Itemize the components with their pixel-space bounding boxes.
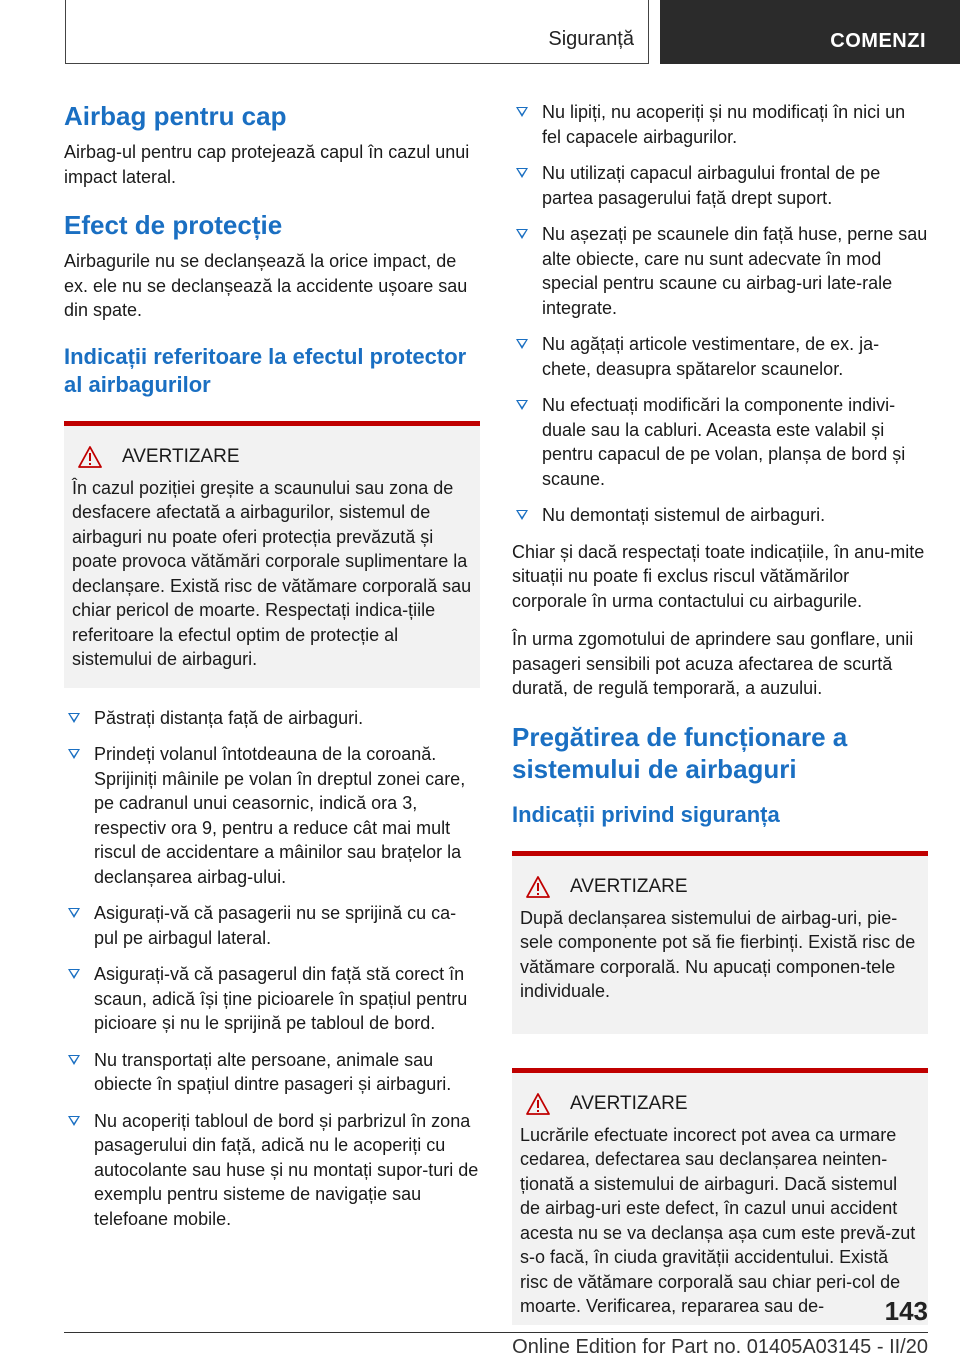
warning-box	[512, 1068, 928, 1325]
bullet-triangle-icon	[68, 713, 80, 723]
warning-title: AVERTIZARE	[122, 445, 240, 467]
para-chiar-daca: Chiar și dacă respectați toate indicațiile, în anu-mite situații nu poate fi exclus riscul vătămărilor corporale în urma contactului cu airbagurile.	[512, 541, 925, 611]
warning-triangle-icon	[526, 876, 550, 898]
warning-box	[512, 851, 928, 1034]
bullet-triangle-icon	[516, 107, 528, 117]
list-item: Nu demontați sistemul de airbaguri.	[512, 503, 928, 528]
para-zgomot: În urma zgomotului de aprindere sau gonflare, unii pasageri sensibili pot acuza afectarea de scurtă durată, de regulă temporară, a auzului.	[512, 629, 914, 698]
bullet-triangle-icon	[516, 400, 528, 410]
warning-title: AVERTIZARE	[570, 1092, 688, 1114]
list-item: Nu efectuați modificări la componente indivi-duale sau la cabluri. Aceasta este valabil și pentru capacul de pe volan, planșa de bord și scaune.	[512, 393, 928, 491]
heading-pregatire: Pregătirea de funcționare a sistemului de airbaguri	[512, 721, 848, 784]
right-column	[512, 100, 928, 1325]
footer-edition: Online Edition for Part no. 01405A03145 - II/20	[512, 1336, 928, 1358]
heading-airbag-cap: Airbag pentru cap	[64, 101, 287, 131]
bullet-triangle-icon	[516, 168, 528, 178]
header-chapter-tab	[660, 0, 960, 64]
list-item: Nu agățați articole vestimentare, de ex. ja-chete, deasupra spătarelor scaunelor.	[512, 332, 928, 381]
list-item: Nu utilizați capacul airbagului frontal de pe partea pasagerului față drept suport.	[512, 161, 928, 210]
bullet-triangle-icon	[68, 1116, 80, 1126]
warning-text: În cazul poziției greșite a scaunului sau zona de desfacere afectată a airbagurilor, sistemul de airbaguri nu poate oferi protecția prevăzută și poate provoca vătămări corporale suplimentare la declanșare. Există risc de vătămare corporală sau chiar pericol de moarte. Respectați indica-țiile referitoare la efectul optim de protecție al sistemului de airbaguri.	[72, 477, 472, 669]
bullet-triangle-icon	[516, 339, 528, 349]
warning-triangle-icon	[526, 1093, 550, 1115]
bullet-triangle-icon	[516, 229, 528, 239]
warning-box	[64, 421, 480, 688]
right-bullet-list	[512, 100, 928, 528]
heading-indicatii-siguranta: Indicații privind siguranța	[512, 801, 780, 827]
footer-divider	[64, 1332, 928, 1333]
list-item: Prindeți volanul întotdeauna de la coroană. Sprijiniți mâinile pe volan în dreptul zonei care, pe cadranul unui ceasornic, indică ora 3, respectiv ora 9, pentru a reduce cât mai mult riscul de accidentare a mâinilor sau brațelor la declanșarea airbag-ului.	[64, 742, 480, 889]
heading-efect-protectie: Efect de protecție	[64, 210, 283, 240]
para-efect-protectie: Airbagurile nu se declanșează la orice impact, de ex. ele nu se declanșează la accidente ușoare sau din spate.	[64, 251, 468, 320]
page-number: 143	[884, 1296, 928, 1326]
left-bullet-list	[64, 706, 480, 1232]
bullet-triangle-icon	[516, 510, 528, 520]
bullet-triangle-icon	[68, 908, 80, 918]
list-item: Nu transportați alte persoane, animale sau obiecte în spațiul dintre pasageri și airbaguri.	[64, 1048, 480, 1097]
heading-indicatii-efect: Indicații referitoare la efectul protector al airbagurilor	[64, 343, 467, 397]
bullet-triangle-icon	[68, 969, 80, 979]
warning-header	[72, 446, 472, 468]
list-item: Asigurați-vă că pasagerul din față stă corect în scaun, adică își ține picioarele în spațiul pentru picioare și nu le sprijină pe tabloul de bord.	[64, 962, 480, 1036]
list-item: Nu lipiți, nu acoperiți și nu modificați în nici un fel capacele airbagurilor.	[512, 100, 928, 149]
warning-title: AVERTIZARE	[570, 875, 688, 897]
list-item: Nu acoperiți tabloul de bord și parbrizul în zona pasagerului din față, adică nu le acoperiți cu autocolante sau huse și nu montați supor-turi de exemplu pentru sisteme de navigație sau telefoane mobile.	[64, 1109, 480, 1232]
header-section-title: Siguranță	[548, 28, 634, 50]
bullet-triangle-icon	[68, 749, 80, 759]
list-item: Păstrați distanța față de airbaguri.	[64, 706, 480, 731]
warning-header	[520, 876, 920, 898]
para-airbag-cap: Airbag-ul pentru cap protejează capul în cazul unui impact lateral.	[64, 142, 470, 187]
bullet-triangle-icon	[68, 1055, 80, 1065]
header-chapter-title: COMENZI	[830, 30, 926, 52]
left-column	[64, 100, 480, 1243]
warning-triangle-icon	[78, 446, 102, 468]
list-item: Nu așezați pe scaunele din față huse, perne sau alte obiecte, care nu sunt adecvate în mod special pentru scaune cu airbag-uri late-rale integrate.	[512, 222, 928, 320]
header-section-box	[65, 0, 649, 64]
warning-text: Lucrările efectuate incorect pot avea ca urmare cedarea, defectarea sau declanșarea neinten-ționată a sistemului de airbaguri. Dacă sistemul de airbag-uri este defect, în cazul unui accident acesta nu se va declanșa așa cum este prevă-zut s-o facă, în ciuda gravității accidentului. Există risc de vătămare corporală sau chiar peri-col de moarte. Verificarea, repararea sau de-	[520, 1124, 916, 1316]
list-item: Asigurați-vă că pasagerii nu se sprijină cu ca-pul pe airbagul lateral.	[64, 901, 480, 950]
warning-text: După declanșarea sistemului de airbag-uri, pie-sele componente pot să fie fierbinți. Există risc de vătămare corporală. Nu apucați componen-tele individuale.	[520, 907, 916, 1001]
warning-header	[520, 1093, 920, 1115]
